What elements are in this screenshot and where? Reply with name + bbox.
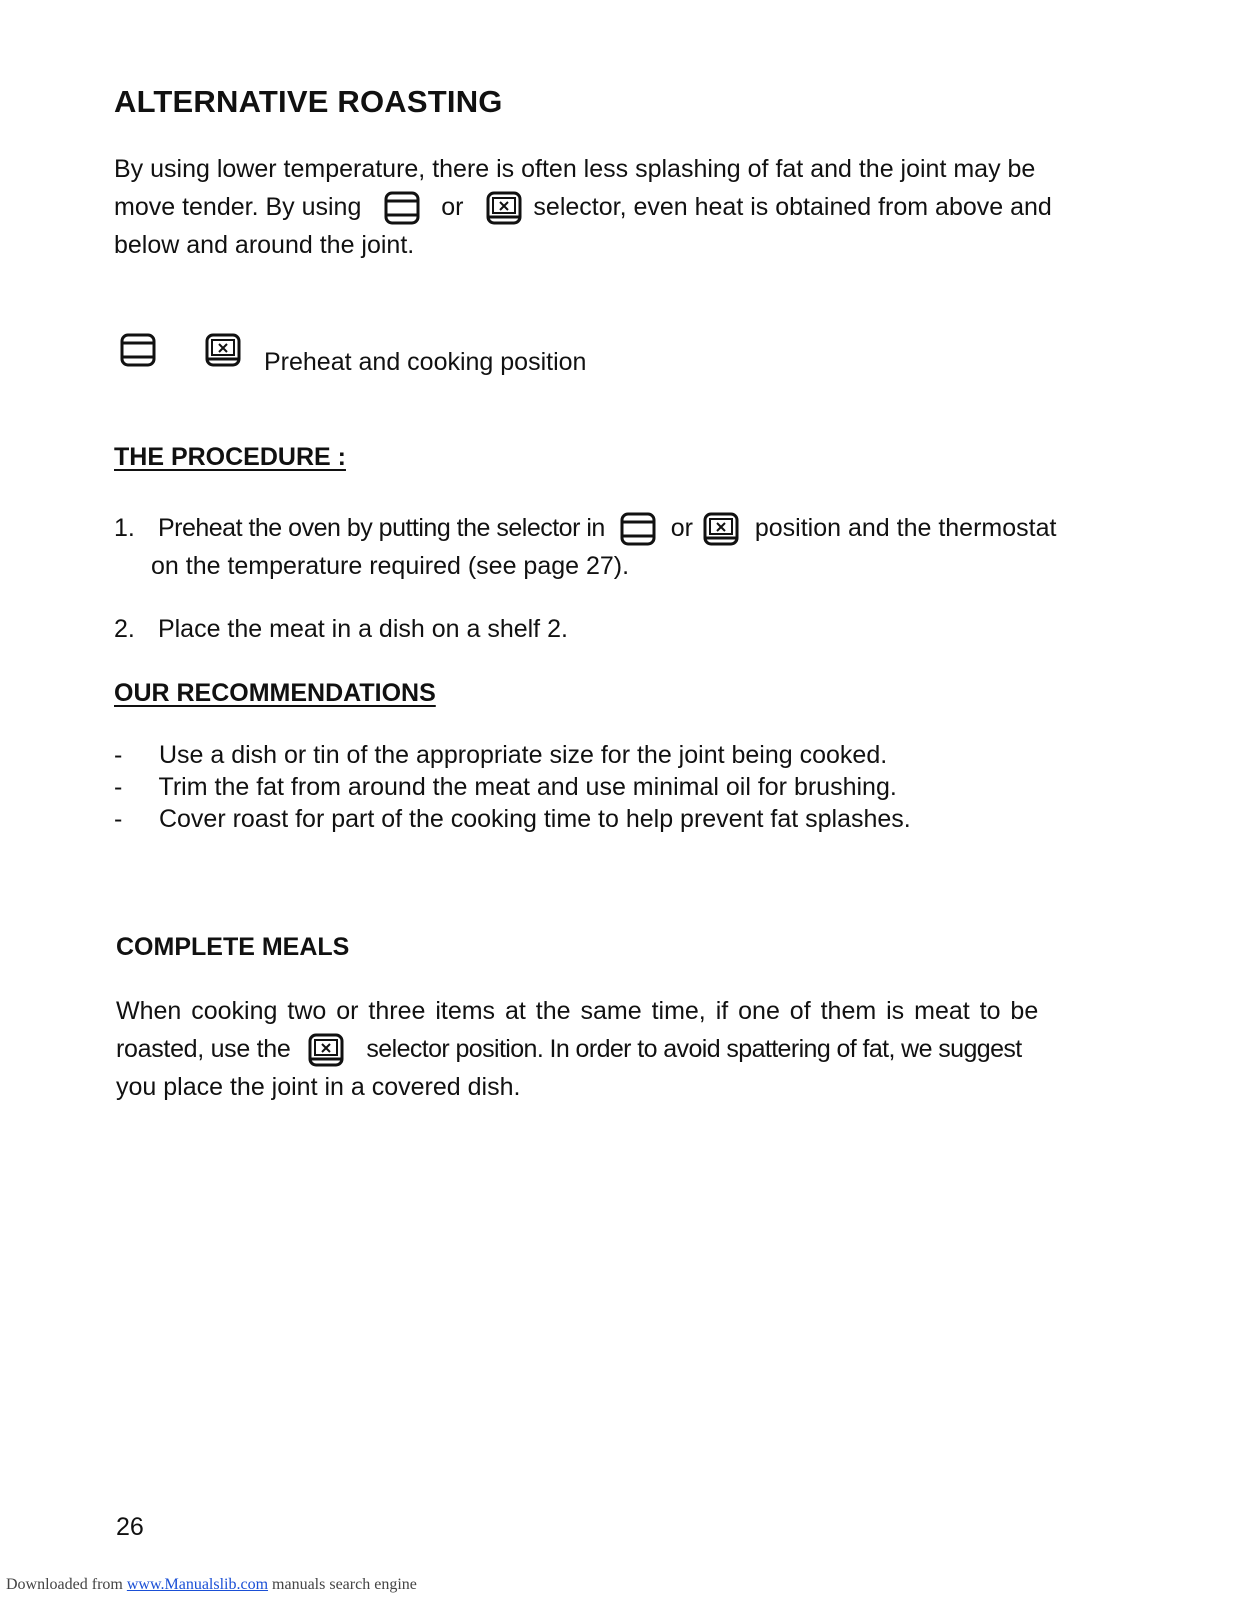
complete-meals-paragraph (116, 992, 1086, 1106)
intro-or: or (441, 193, 464, 221)
list-bullet: - (114, 741, 123, 769)
list-item (114, 803, 911, 835)
procedure-step-1 (114, 509, 1094, 585)
meals-line-2-text-a: roasted, use the (116, 1035, 291, 1063)
list-item-text: Trim the fat from around the meat and use minimal oil for brushing. (158, 773, 897, 801)
list-item-text: Cover roast for part of the cooking time to help prevent fat splashes. (158, 805, 911, 833)
step-1-text-a: Preheat the oven by putting the selector in (157, 514, 605, 542)
recommendations-heading: OUR RECOMMENDATIONS (114, 679, 436, 707)
intro-line-2 (114, 188, 1094, 226)
footer-suffix: manuals search engine (272, 1576, 417, 1593)
step-2-text: Place the meat in a dish on a shelf 2. (157, 615, 568, 643)
list-bullet: - (114, 773, 123, 801)
page-title: ALTERNATIVE ROASTING (114, 84, 503, 119)
intro-line-2-text-a: move tender. By using (114, 193, 362, 221)
position-label: Preheat and cooking position (264, 348, 587, 376)
manualslib-link[interactable]: www.Manualslib.com (126, 1576, 269, 1593)
oven-top-bottom-heat-icon (120, 332, 156, 368)
intro-line-1: By using lower temperature, there is often less splashing of fat and the joint may be (114, 155, 1036, 183)
list-item-text: Use a dish or tin of the appropriate size for the joint being cooked. (158, 741, 888, 769)
complete-meals-heading: COMPLETE MEALS (116, 933, 350, 961)
oven-fan-heat-icon (307, 1032, 345, 1068)
list-item (114, 739, 911, 771)
oven-top-bottom-heat-icon (620, 511, 656, 547)
list-bullet: - (114, 805, 123, 833)
step-1-or: or (670, 514, 693, 542)
list-item (114, 771, 911, 803)
intro-line-3: below and around the joint. (114, 231, 415, 260)
position-row (120, 332, 242, 368)
footer-prefix: Downloaded from (6, 1576, 123, 1593)
meals-line-2-text-b: selector position. In order to avoid spattering of fat, we suggest (366, 1035, 1022, 1063)
step-1-number: 1. (114, 514, 135, 542)
step-1-line-2: on the temperature required (see page 27). (151, 552, 630, 581)
step-2-number: 2. (114, 615, 135, 643)
intro-line-2-text-b: selector, even heat is obtained from above and (533, 193, 1052, 221)
meals-line-3: you place the joint in a covered dish. (116, 1073, 521, 1102)
procedure-heading: THE PROCEDURE : (114, 443, 346, 471)
page-number: 26 (116, 1513, 144, 1541)
procedure-step-2 (114, 610, 568, 648)
recommendations-list (114, 739, 911, 835)
oven-fan-heat-icon (204, 332, 242, 368)
step-1-text-b: position and the thermostat (754, 514, 1057, 542)
meals-line-2 (116, 1030, 1086, 1068)
download-footer (6, 1576, 417, 1594)
oven-fan-heat-icon (702, 511, 740, 547)
intro-paragraph (114, 150, 1094, 264)
oven-top-bottom-heat-icon (384, 190, 420, 226)
oven-fan-heat-icon (486, 190, 522, 226)
meals-line-1: When cooking two or three items at the same time, if one of them is meat to be (116, 997, 1039, 1025)
